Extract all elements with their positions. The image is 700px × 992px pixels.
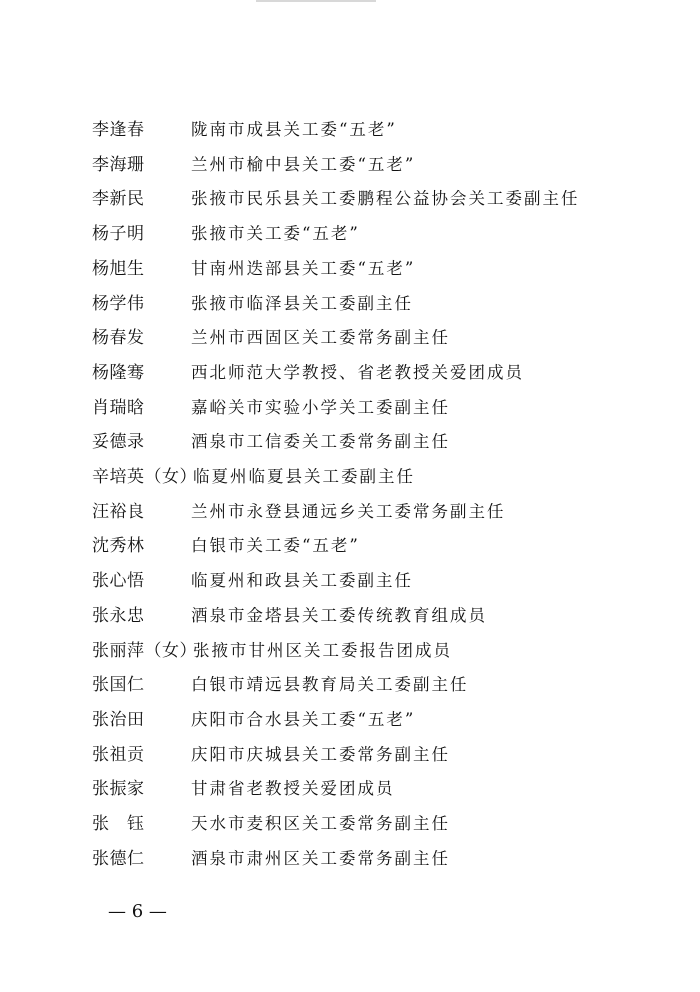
list-item bbox=[0, 216, 700, 252]
list-item bbox=[0, 598, 700, 634]
list-item bbox=[0, 563, 700, 599]
person-title: 临夏州临夏县关工委副主任 bbox=[193, 467, 415, 486]
list-item bbox=[0, 320, 700, 356]
person-name: 辛培英（女） bbox=[92, 467, 197, 487]
list-item bbox=[0, 702, 700, 738]
person-title: 张掖市甘州区关工委报告团成员 bbox=[193, 640, 452, 660]
person-name: 李新民 bbox=[92, 189, 145, 210]
person-name: 张振家 bbox=[92, 779, 145, 800]
person-title: 酒泉市肃州区关工委常务副主任 bbox=[191, 848, 450, 868]
person-name: 杨子明 bbox=[92, 224, 145, 245]
list-item bbox=[0, 251, 700, 287]
person-name: 李逢春 bbox=[92, 120, 145, 140]
person-name: 张国仁 bbox=[92, 675, 145, 696]
person-title: 天水市麦积区关工委常务副主任 bbox=[191, 814, 450, 833]
person-name: 杨旭生 bbox=[92, 258, 145, 279]
list-item bbox=[0, 286, 700, 322]
list-item bbox=[0, 633, 700, 669]
person-title: 甘肃省老教授关爱团成员 bbox=[191, 779, 395, 799]
person-title: 嘉峪关市实验小学关工委副主任 bbox=[191, 397, 450, 417]
list-item bbox=[0, 112, 700, 148]
person-title: 庆阳市合水县关工委“五老” bbox=[191, 709, 416, 729]
person-name: 张祖贡 bbox=[92, 744, 145, 765]
person-title: 兰州市永登县通远乡关工委常务副主任 bbox=[191, 501, 506, 521]
person-name: 沈秀林 bbox=[92, 536, 145, 557]
list-item bbox=[0, 771, 700, 807]
person-title: 张掖市关工委“五老” bbox=[191, 224, 360, 244]
list-item bbox=[0, 494, 700, 530]
person-name: 张丽萍（女） bbox=[92, 640, 197, 661]
list-item bbox=[0, 806, 700, 842]
person-name: 汪裕良 bbox=[92, 501, 145, 522]
person-title: 西北师范大学教授、省老教授关爱团成员 bbox=[191, 362, 524, 382]
list-item bbox=[0, 390, 700, 426]
list-item bbox=[0, 147, 700, 183]
person-title: 酒泉市金塔县关工委传统教育组成员 bbox=[191, 605, 487, 625]
person-name: 张德仁 bbox=[92, 848, 145, 869]
person-title: 兰州市榆中县关工委“五老” bbox=[191, 154, 416, 174]
person-name: 肖瑞晗 bbox=[92, 397, 145, 418]
list-item bbox=[0, 841, 700, 877]
person-title: 白银市靖远县教育局关工委副主任 bbox=[191, 675, 469, 695]
list-item bbox=[0, 459, 700, 495]
list-item bbox=[0, 424, 700, 460]
person-name: 张 钰 bbox=[92, 814, 145, 834]
person-title: 张掖市临泽县关工委副主任 bbox=[191, 293, 413, 313]
person-title: 张掖市民乐县关工委鹏程公益协会关工委副主任 bbox=[191, 189, 580, 209]
person-name: 张治田 bbox=[92, 709, 145, 730]
list-item bbox=[0, 667, 700, 703]
list-item bbox=[0, 355, 700, 391]
person-title: 酒泉市工信委关工委常务副主任 bbox=[191, 432, 450, 452]
list-item bbox=[0, 737, 700, 773]
person-name: 杨学伟 bbox=[92, 293, 145, 314]
person-title: 临夏州和政县关工委副主任 bbox=[191, 571, 413, 591]
person-title: 白银市关工委“五老” bbox=[191, 536, 360, 556]
person-title: 陇南市成县关工委“五老” bbox=[191, 120, 397, 139]
scan-edge-mark bbox=[256, 0, 376, 2]
person-name: 张永忠 bbox=[92, 605, 145, 626]
list-item bbox=[0, 528, 700, 564]
list-item bbox=[0, 181, 700, 217]
person-name: 张心悟 bbox=[92, 571, 145, 592]
person-name: 妥德录 bbox=[92, 432, 145, 453]
page-number: — 6 — bbox=[108, 901, 167, 922]
person-title: 甘南州迭部县关工委“五老” bbox=[191, 258, 416, 278]
person-title: 兰州市西固区关工委常务副主任 bbox=[191, 328, 450, 348]
person-name: 李海珊 bbox=[92, 154, 145, 175]
person-title: 庆阳市庆城县关工委常务副主任 bbox=[191, 744, 450, 764]
person-name: 杨隆骞 bbox=[92, 362, 145, 383]
person-name: 杨春发 bbox=[92, 328, 145, 349]
